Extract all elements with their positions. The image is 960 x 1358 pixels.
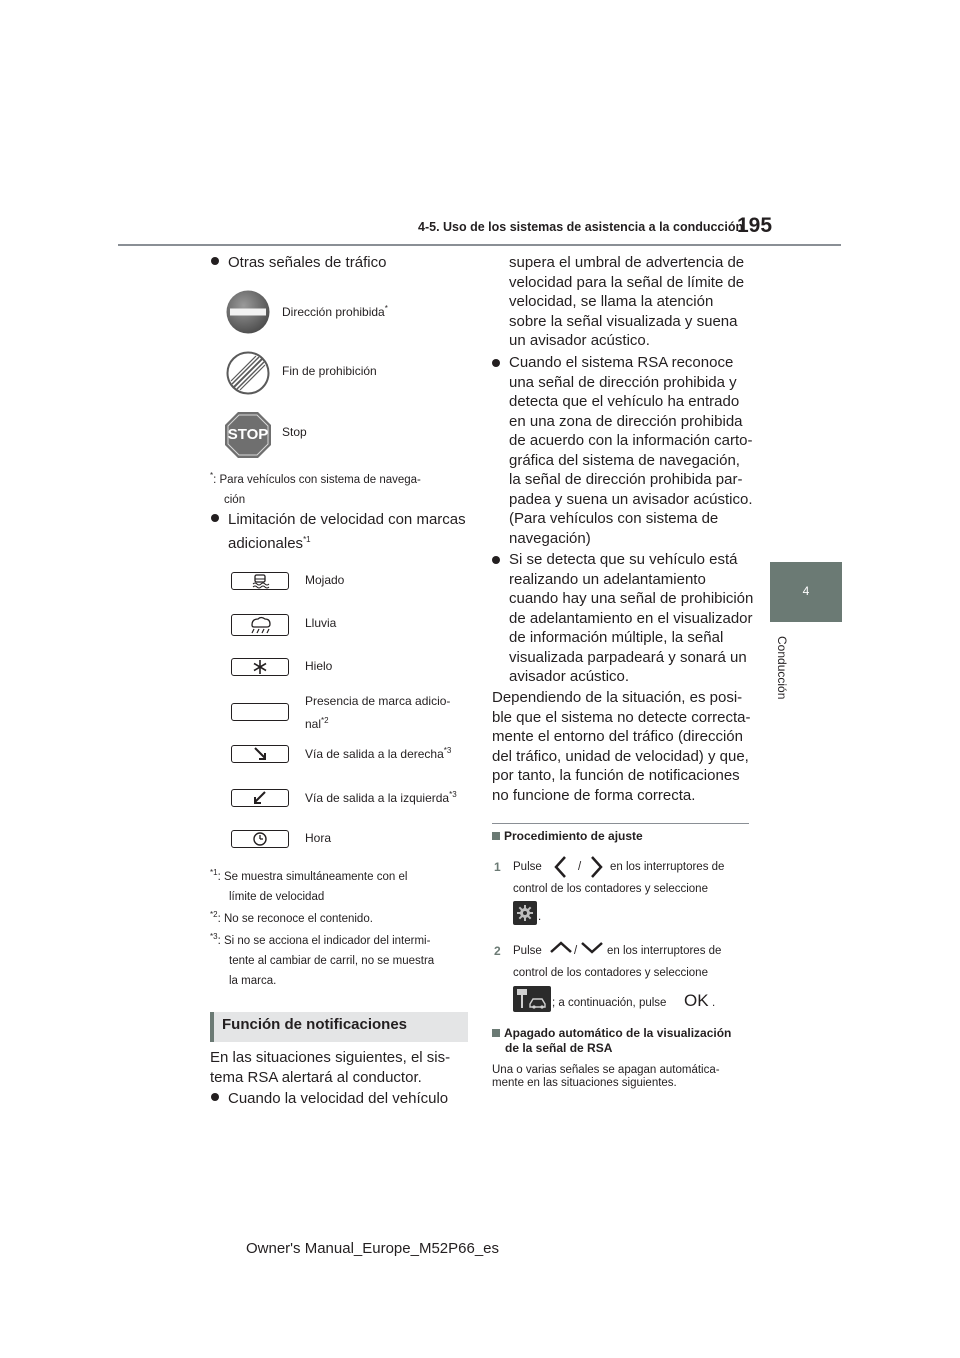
bullet-no-entry-warning: Cuando el sistema RSA reconoce una señal de dirección prohibida y detecta que el vehículo ha entrado en una zona de dirección prohibida de acuerdo con la información carto- gráfica del sistema de navegación, la señal de dirección prohibida par- padea y suena un avisador acústico. (Para vehículos con sistema de navegación) (509, 354, 753, 547)
step-2-pre: Pulse (513, 945, 542, 957)
bullet-text: Otras señales de tráfico (228, 254, 387, 271)
exit-right-arrow-icon (231, 745, 289, 763)
auto-off-body: Una o varias señales se apagan automática- mente en las situaciones siguientes. (492, 1064, 720, 1089)
detection-paragraph: Dependiendo de la situación, es posi- ble que el sistema no detecte correcta- mente el entorno del tráfico (dirección del tráfico, unidad de velocidad) y que, por tanto, la función de notificaciones no funcione de forma correcta. (492, 689, 751, 804)
step-2-line3: ; a continuación, pulse (552, 997, 667, 1009)
bullet-dot (211, 257, 219, 265)
procedure-heading: Procedimiento de ajuste (492, 829, 643, 843)
step-2-post: en los interruptores de (607, 945, 722, 957)
sign-label-no-entry: Dirección prohibida* (282, 304, 388, 319)
chevron-down-icon (580, 940, 604, 956)
snowflake-icon (231, 658, 289, 676)
step-number-1: 1 (494, 860, 501, 874)
rain-icon (231, 614, 289, 636)
chevron-right-icon (588, 855, 604, 879)
footnote-1: $^{*1}$: Se muestra simultáneamente con el límite de velocidad (210, 868, 408, 903)
marking-label-rain: Lluvia (305, 616, 337, 630)
step-2-line2: control de los contadores y seleccione (513, 967, 708, 979)
blank-marking-icon (231, 703, 289, 721)
bullet-dot (492, 556, 500, 564)
no-entry-sign-icon (226, 290, 270, 334)
road-sign-assist-icon (513, 986, 551, 1012)
step-2-slash: / (574, 945, 578, 957)
bullet-dot (211, 514, 219, 522)
section-title: 4-5. Uso de los sistemas de asistencia a la conducción (418, 220, 744, 234)
section-divider (492, 823, 749, 824)
step-1-slash: / (578, 861, 582, 873)
marking-label-time: Hora (305, 831, 332, 845)
chevron-up-icon (549, 940, 573, 956)
bullet-other-signs (211, 253, 386, 273)
chapter-number: 4 (802, 584, 810, 598)
heading-square-icon (492, 1029, 500, 1037)
end-of-prohibition-sign-icon (226, 351, 270, 395)
stop-sign-text: STOP (227, 426, 269, 443)
marking-label-additional: Presencia de marca adicio- nal$^{*2}$ (305, 694, 451, 731)
section-heading: Función de notificaciones (222, 1016, 408, 1033)
step-2-end: . (712, 997, 716, 1009)
chapter-label: Conducción (775, 636, 789, 700)
clock-icon (231, 830, 289, 848)
marking-label-exit-right: Vía de salida a la derecha$^{*3}$ (305, 746, 452, 761)
intro-paragraph: En las situaciones siguientes, el sis- tema RSA alertará al conductor. (210, 1049, 451, 1086)
page-number: 195 (737, 214, 773, 237)
bullet-dot (492, 359, 500, 367)
chevron-left-icon (553, 855, 569, 879)
settings-gear-icon (513, 901, 537, 925)
sign-footnote: *: Para vehículos con sistema de navega- ción (210, 471, 421, 506)
footnote-3: $^{*3}$: Si no se acciona el indicador del intermi- tente al cambiar de carril, no se muestra la marca. (210, 932, 435, 987)
marking-label-wet: Mojado (305, 573, 345, 587)
exit-left-arrow-icon (231, 789, 289, 807)
header-rule (118, 244, 841, 246)
footnote-2: $^{*2}$: No se reconoce el contenido. (210, 910, 373, 925)
footer-manual-id: Owner's Manual_Europe_M52P66_es (246, 1240, 500, 1257)
sign-label-stop: Stop (282, 425, 307, 439)
step-number-2: 2 (494, 944, 501, 958)
marking-label-ice: Hielo (305, 659, 333, 673)
step-1-post: en los interruptores de (610, 861, 725, 873)
bullet-speed-limit-markings: Limitación de velocidad con marcas adicionales$^{*1}$ (211, 510, 466, 557)
bullet-dot (211, 1093, 219, 1101)
heading-square-icon (492, 832, 500, 840)
sign-label-end-prohibition: Fin de prohibición (282, 364, 377, 378)
step-1-line2: control de los contadores y seleccione (513, 883, 708, 895)
step-1-end: . (538, 911, 542, 923)
auto-off-heading: Apagado automático de la visualización de la señal de RSA (492, 1026, 731, 1056)
speed-warning-continuation: supera el umbral de advertencia de velocidad para la señal de límite de velocidad, se llama la atención sobre la señal visualizada y suena un avisador acústico. (509, 254, 745, 349)
stop-sign-icon (224, 411, 272, 459)
bullet-overtaking-warning: Si se detecta que su vehículo está realizando un adelantamiento cuando hay una señal de prohibición de adelantamiento en el visualizador de información múltiple, la señal visualizada parpadeará y sonará un avisador acústico. (509, 551, 754, 685)
wet-road-icon (231, 572, 289, 590)
step-1-pre: Pulse (513, 861, 542, 873)
bullet-speed-warning: Cuando la velocidad del vehículo (211, 1089, 448, 1109)
ok-button-icon: OK (684, 991, 709, 1010)
marking-label-exit-left: Vía de salida a la izquierda$^{*3}$ (305, 790, 457, 805)
